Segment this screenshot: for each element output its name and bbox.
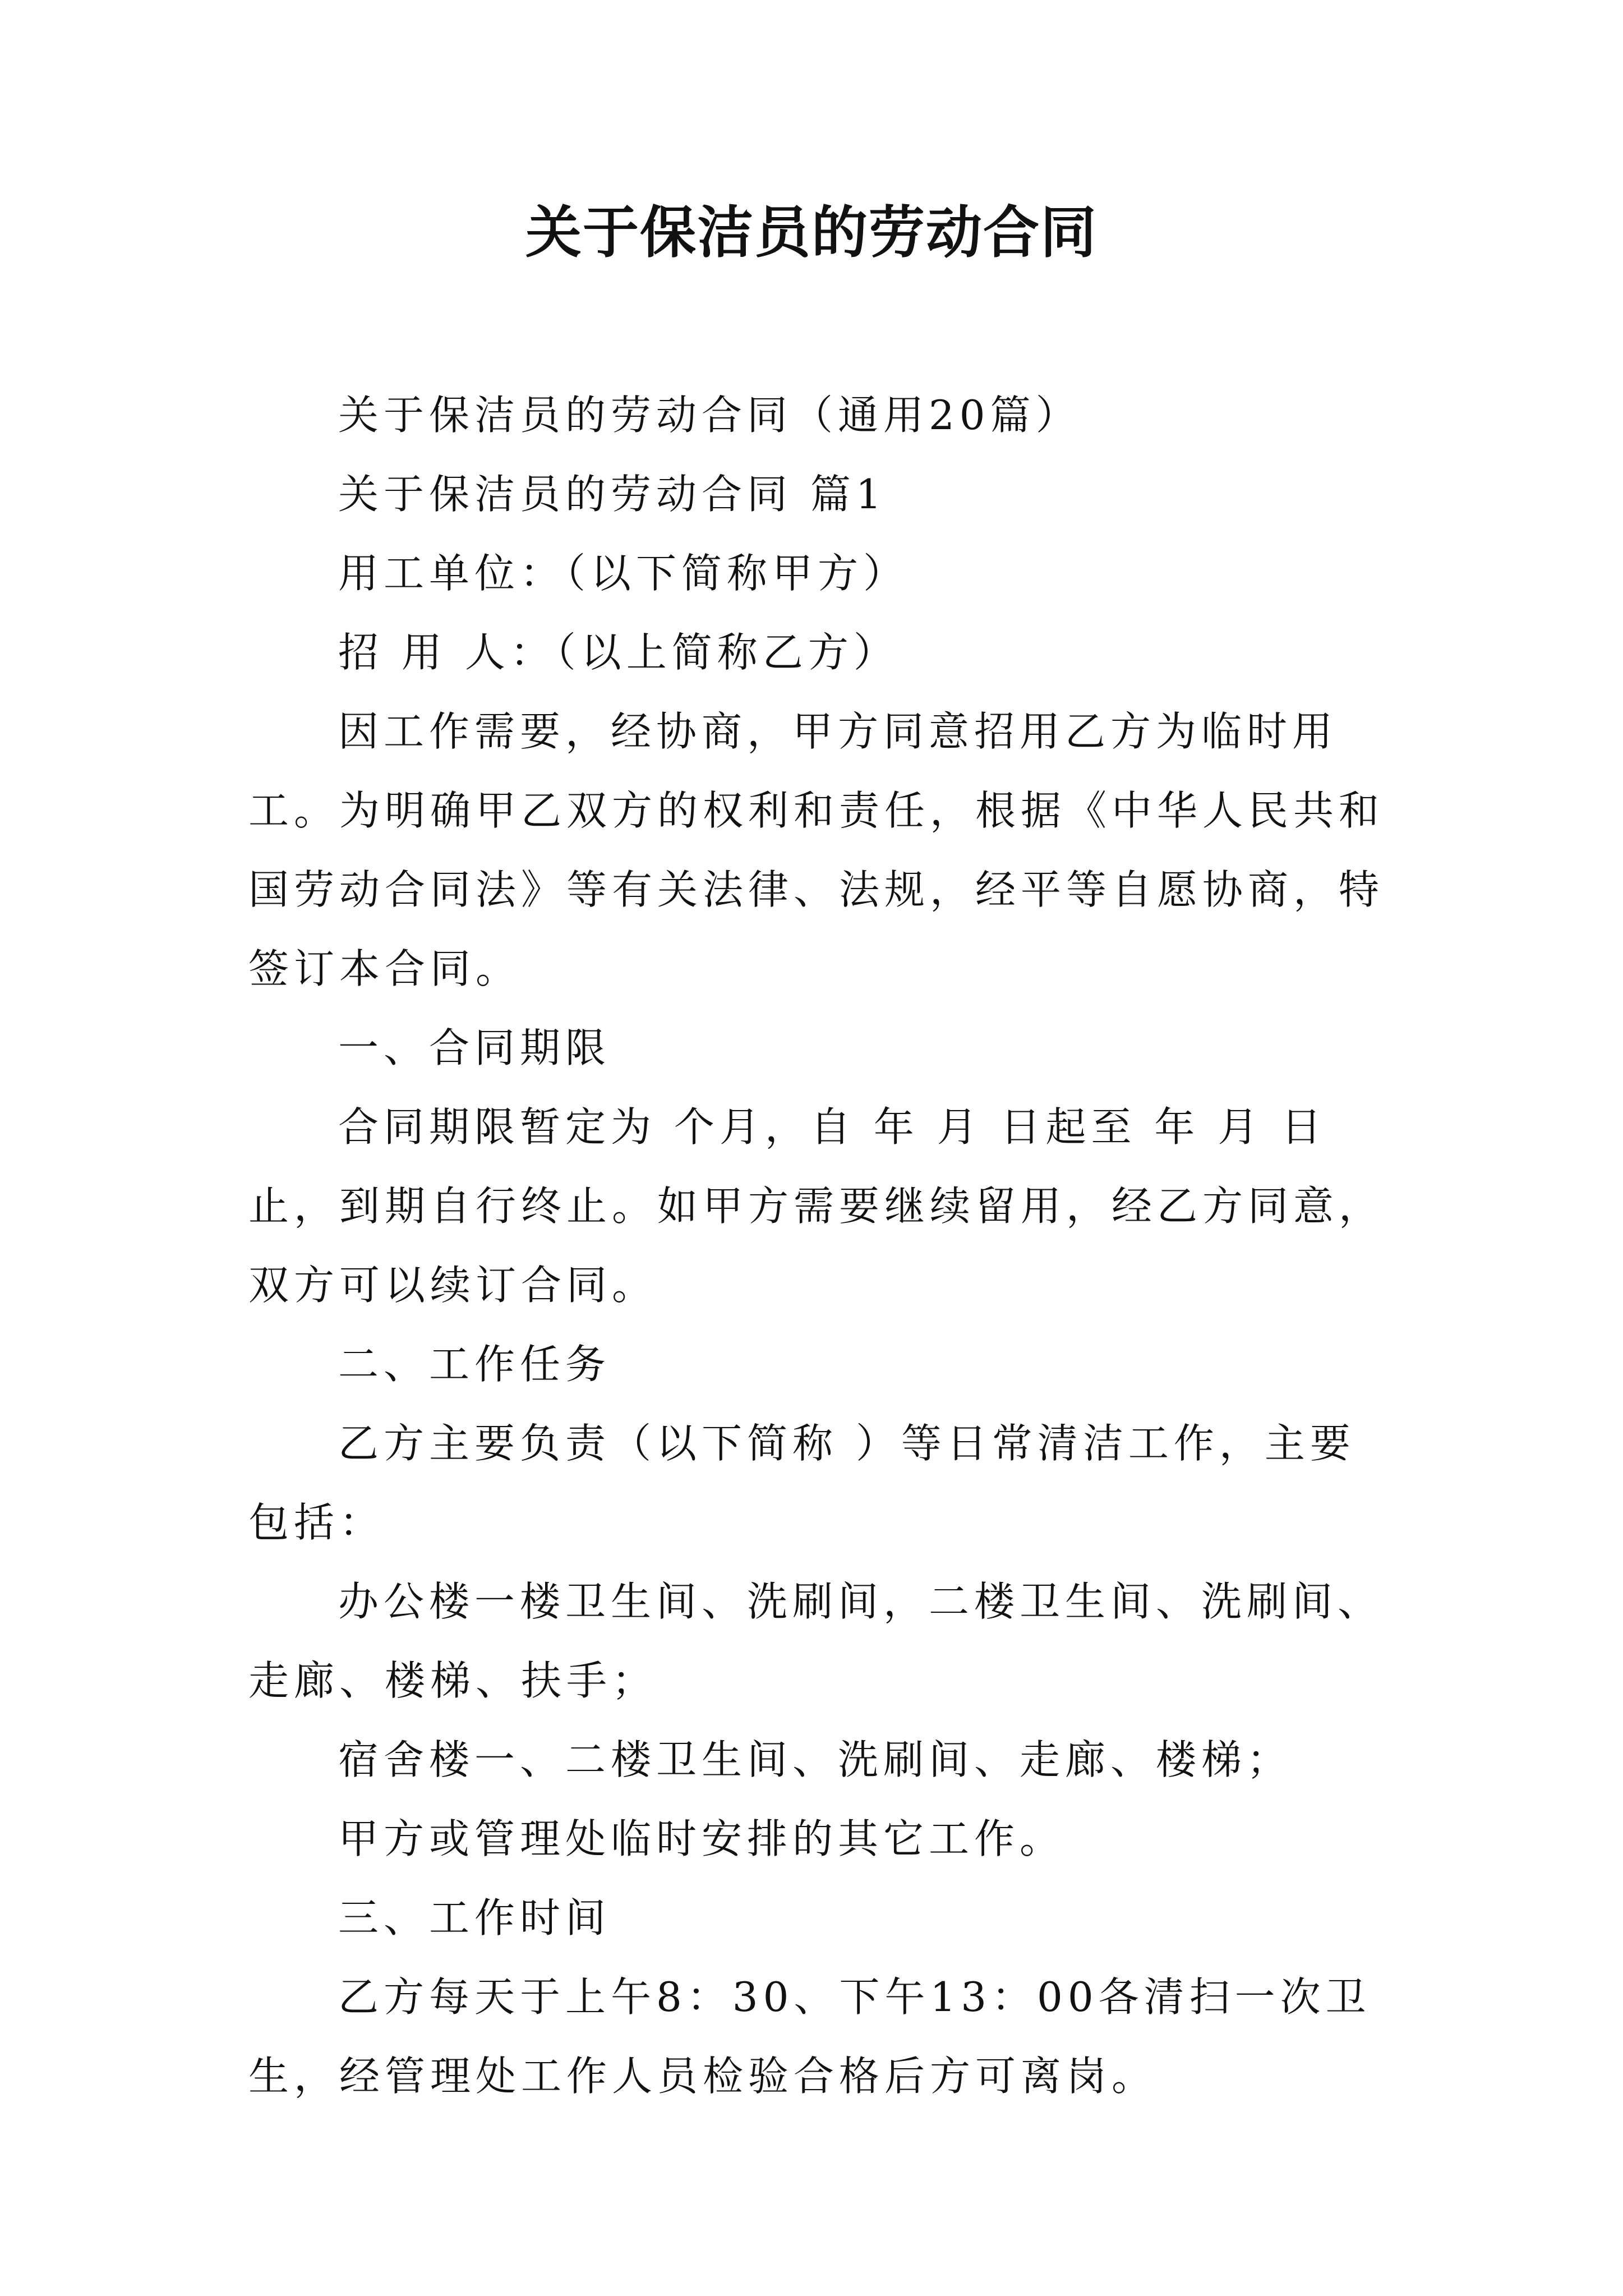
- subtitle-paragraph: 关于保洁员的劳动合同（通用20篇）: [338, 392, 1081, 439]
- employee-line: 招 用 人：（以上简称乙方）: [338, 629, 899, 676]
- other-tasks-paragraph: 甲方或管理处临时安排的其它工作。: [338, 1815, 1066, 1862]
- preamble-paragraph: 因工作需要，经协商，甲方同意招用乙方为临时用工。为明确甲乙双方的权利和责任，根据《中华人民共和国劳动合同法》等有关法律、法规，经平等自愿协商，特签订本合同。: [248, 708, 1385, 992]
- section-heading-work-hours: 三、工作时间: [338, 1894, 611, 1941]
- contract-term-paragraph: 合同期限暂定为 个月，自 年 月 日起至 年 月 日止，到期自行终止。如甲方需要继续留用，经乙方同意，双方可以续订合同。: [248, 1103, 1385, 1309]
- dormitory-paragraph: 宿舍楼一、二楼卫生间、洗刷间、走廊、楼梯；: [338, 1736, 1293, 1783]
- document-title: 关于保洁员的劳动合同: [525, 200, 1098, 265]
- section-heading-chapter-1: 关于保洁员的劳动合同 篇1: [338, 471, 887, 518]
- section-heading-contract-term: 一、合同期限: [338, 1024, 611, 1071]
- employer-line: 用工单位：（以下简称甲方）: [338, 550, 909, 597]
- section-heading-work-tasks: 二、工作任务: [338, 1341, 611, 1388]
- document-body: [248, 376, 1387, 2116]
- work-hours-paragraph: 乙方每天于上午8：30、下午13：00各清扫一次卫生，经管理处工作人员检验合格后方可离岗。: [248, 1973, 1371, 2100]
- work-tasks-paragraph: 乙方主要负责（以下简称 ）等日常清洁工作，主要包括：: [248, 1420, 1355, 1546]
- office-building-paragraph: 办公楼一楼卫生间、洗刷间，二楼卫生间、洗刷间、走廊、楼梯、扶手；: [248, 1578, 1384, 1704]
